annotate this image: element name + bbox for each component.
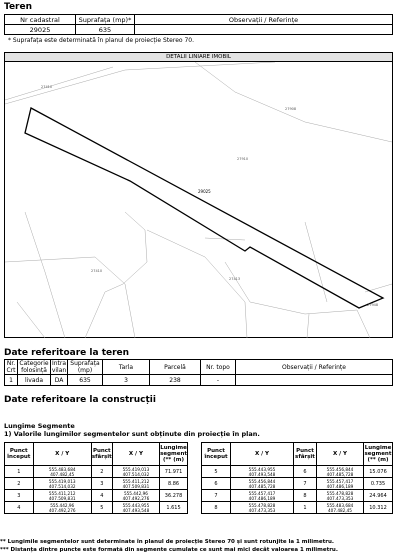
coord-y: 407.482,45 bbox=[328, 507, 352, 513]
coord-x: 555.456,844 bbox=[326, 466, 354, 472]
header-area: Suprafața (mp)* bbox=[76, 15, 135, 25]
table-row bbox=[5, 375, 393, 386]
cell-xy-end bbox=[112, 478, 159, 490]
cell-start: 3 bbox=[5, 490, 34, 502]
cell-start: 4 bbox=[5, 502, 34, 514]
header-area: Suprafața (mp) bbox=[68, 360, 103, 375]
coord-x: 555.457,417 bbox=[326, 478, 354, 484]
parcel-map bbox=[5, 62, 392, 338]
cell-parcel: 238 bbox=[150, 375, 201, 386]
header-xy: X / Y bbox=[231, 443, 294, 466]
coord-x: 555.478,828 bbox=[326, 490, 354, 496]
coord-x: 555.442,96 bbox=[50, 502, 75, 508]
cell-length: 0.735 bbox=[364, 478, 393, 490]
coord-y: 407.493,548 bbox=[122, 507, 150, 513]
coord-x: 555.443,955 bbox=[122, 502, 150, 508]
cell-length: 15.076 bbox=[364, 466, 393, 478]
cell-tarla: 3 bbox=[103, 375, 150, 386]
cell-end: 4 bbox=[91, 490, 112, 502]
cell-length: 36.278 bbox=[160, 490, 188, 502]
header-start: Punct început bbox=[5, 443, 34, 466]
cell-xy-end bbox=[317, 490, 364, 502]
cell-topo: - bbox=[201, 375, 236, 386]
coord-x: 555.443,955 bbox=[248, 466, 276, 472]
cell-area: 635 bbox=[68, 375, 103, 386]
coord-x: 555.411,212 bbox=[122, 478, 150, 484]
table-row bbox=[202, 490, 393, 502]
header-end: Punct sfârșit bbox=[91, 443, 112, 466]
cell-xy-end bbox=[317, 478, 364, 490]
coord-x: 555.419,013 bbox=[122, 466, 150, 472]
coord-y: 407.514,032 bbox=[122, 471, 150, 477]
coord-y: 407.492,276 bbox=[48, 507, 76, 513]
coord-x: 555.483,684 bbox=[48, 466, 76, 472]
cell-length: 24.964 bbox=[364, 490, 393, 502]
coord-x: 555.411,212 bbox=[48, 490, 76, 496]
cell-xy-start bbox=[33, 490, 91, 502]
cell-xy-end bbox=[317, 502, 364, 514]
coord-y: 407.482,45 bbox=[50, 471, 75, 477]
cell-xy-start bbox=[33, 502, 91, 514]
coord-x: 555.457,417 bbox=[248, 490, 276, 496]
coord-y: 407.485,728 bbox=[248, 483, 276, 489]
header-length bbox=[160, 443, 188, 466]
cell-start: 6 bbox=[202, 478, 231, 490]
land-table bbox=[4, 359, 393, 386]
table-row bbox=[202, 466, 393, 478]
cell-end: 5 bbox=[91, 502, 112, 514]
coord-y: 407.473,353 bbox=[326, 495, 354, 501]
coord-y: 407.485,728 bbox=[326, 471, 354, 477]
length-unit: (** (m) bbox=[367, 457, 389, 463]
table-row bbox=[202, 478, 393, 490]
cell-observations bbox=[135, 25, 393, 35]
table-row bbox=[5, 502, 188, 514]
table-row bbox=[5, 466, 188, 478]
neighbor-label: 27948 bbox=[367, 303, 379, 307]
footnote-lengths: ** Lungimile segmentelor sunt determinate în planul de proiecție Stereo 70 și sunt rotunjite la 1 milimetru. bbox=[0, 539, 334, 545]
coord-x: 555.419,013 bbox=[48, 478, 76, 484]
construction-title: Date referitoare la construcții bbox=[4, 395, 156, 405]
coord-y: 407.493,548 bbox=[248, 471, 276, 477]
cell-xy-start bbox=[231, 502, 294, 514]
neighbor-label: 27910 bbox=[237, 157, 249, 161]
coord-y: 407.509,831 bbox=[48, 495, 76, 501]
neighbor-label: 27410 bbox=[41, 85, 53, 89]
header-tarla: Tarla bbox=[103, 360, 150, 375]
coord-y: 407.486,189 bbox=[248, 495, 276, 501]
cell-length: 1.615 bbox=[160, 502, 188, 514]
coord-x: 555.442,96 bbox=[123, 490, 148, 496]
cell-intravilan: DA bbox=[51, 375, 68, 386]
cell-end: 1 bbox=[294, 502, 317, 514]
cell-area: 635 bbox=[76, 25, 135, 35]
header-xy: X / Y bbox=[317, 443, 364, 466]
cell-xy-end bbox=[112, 490, 159, 502]
cell-end: 7 bbox=[294, 478, 317, 490]
header-length bbox=[364, 443, 393, 466]
header-xy: X / Y bbox=[112, 443, 159, 466]
header-cadastral: Nr cadastral bbox=[5, 15, 76, 25]
cell-length: 10.312 bbox=[364, 502, 393, 514]
header-intravilan: Intra vilan bbox=[51, 360, 67, 374]
segments-title: Lungime Segmente bbox=[4, 422, 75, 430]
cell-end: 2 bbox=[91, 466, 112, 478]
coord-x: 555.478,828 bbox=[248, 502, 276, 508]
coord-y: 407.473,353 bbox=[248, 507, 276, 513]
header-parcel: Parcelă bbox=[150, 360, 201, 375]
table-row bbox=[5, 490, 188, 502]
section-title: Teren bbox=[4, 2, 32, 12]
cell-length: 71.971 bbox=[160, 466, 188, 478]
cell-start: 1 bbox=[5, 466, 34, 478]
segments-table-right bbox=[201, 442, 393, 514]
cell-xy-start bbox=[231, 490, 294, 502]
segments-table-left bbox=[4, 442, 188, 514]
neighbor-label: 27413 bbox=[229, 277, 241, 281]
cell-start: 5 bbox=[202, 466, 231, 478]
coord-x: 555.456,844 bbox=[248, 478, 276, 484]
cell-observations bbox=[236, 375, 393, 386]
coord-y: 407.486,189 bbox=[326, 483, 354, 489]
cell-xy-end bbox=[112, 466, 159, 478]
parcel-label: 29025 bbox=[198, 189, 211, 194]
coord-y: 407.509,831 bbox=[122, 483, 150, 489]
header-category: Categorie folosință bbox=[19, 360, 49, 374]
cell-end: 6 bbox=[294, 466, 317, 478]
cell-category: livada bbox=[18, 375, 51, 386]
land-title: Date referitoare la teren bbox=[4, 348, 130, 358]
header-xy: X / Y bbox=[33, 443, 91, 466]
cadastral-table bbox=[4, 14, 393, 35]
cell-xy-end bbox=[112, 502, 159, 514]
header-end: Punct sfârșit bbox=[294, 443, 317, 466]
cell-start: 7 bbox=[202, 490, 231, 502]
table-row bbox=[202, 502, 393, 514]
header-start: Punct început bbox=[202, 443, 231, 466]
cell-length: 8.86 bbox=[160, 478, 188, 490]
coord-x: 555.483,684 bbox=[326, 502, 354, 508]
cell-start: 2 bbox=[5, 478, 34, 490]
segments-subtitle: 1) Valorile lungimilor segmentelor sunt obținute din proiecție în plan. bbox=[4, 430, 260, 438]
map-panel bbox=[4, 52, 393, 338]
map-title: DETALII LINIARE IMOBIL bbox=[5, 53, 392, 62]
cell-end: 3 bbox=[91, 478, 112, 490]
header-nr: Nr. Crt bbox=[6, 360, 16, 374]
coord-y: 407.514,032 bbox=[48, 483, 76, 489]
cell-xy-start bbox=[33, 478, 91, 490]
header-topo: Nr. topo bbox=[201, 360, 236, 375]
area-note: * Suprafața este determinată în planul de proiecție Stereo 70. bbox=[8, 37, 195, 44]
neighbor-label: 27410 bbox=[91, 269, 103, 273]
cell-start: 8 bbox=[202, 502, 231, 514]
length-unit: (** (m) bbox=[163, 457, 184, 463]
cell-xy-start bbox=[231, 478, 294, 490]
table-row bbox=[5, 478, 188, 490]
neighbor-label: 27908 bbox=[285, 107, 297, 111]
footnote-distance: *** Distanța dintre puncte este formată din segmente cumulate ce sunt mai mici decât valoarea 1 milimetru. bbox=[0, 547, 338, 553]
length-label: Lungime segment bbox=[160, 445, 188, 457]
length-label: Lungime segment bbox=[364, 445, 392, 457]
cell-nr: 1 bbox=[5, 375, 18, 386]
header-observations: Observații / Referințe bbox=[135, 15, 393, 25]
cell-xy-start bbox=[33, 466, 91, 478]
cell-xy-start bbox=[231, 466, 294, 478]
cell-xy-end bbox=[317, 466, 364, 478]
cell-end: 8 bbox=[294, 490, 317, 502]
coord-y: 407.492,276 bbox=[122, 495, 150, 501]
cell-cadastral: 29025 bbox=[5, 25, 76, 35]
header-observations: Observații / Referințe bbox=[236, 360, 393, 375]
